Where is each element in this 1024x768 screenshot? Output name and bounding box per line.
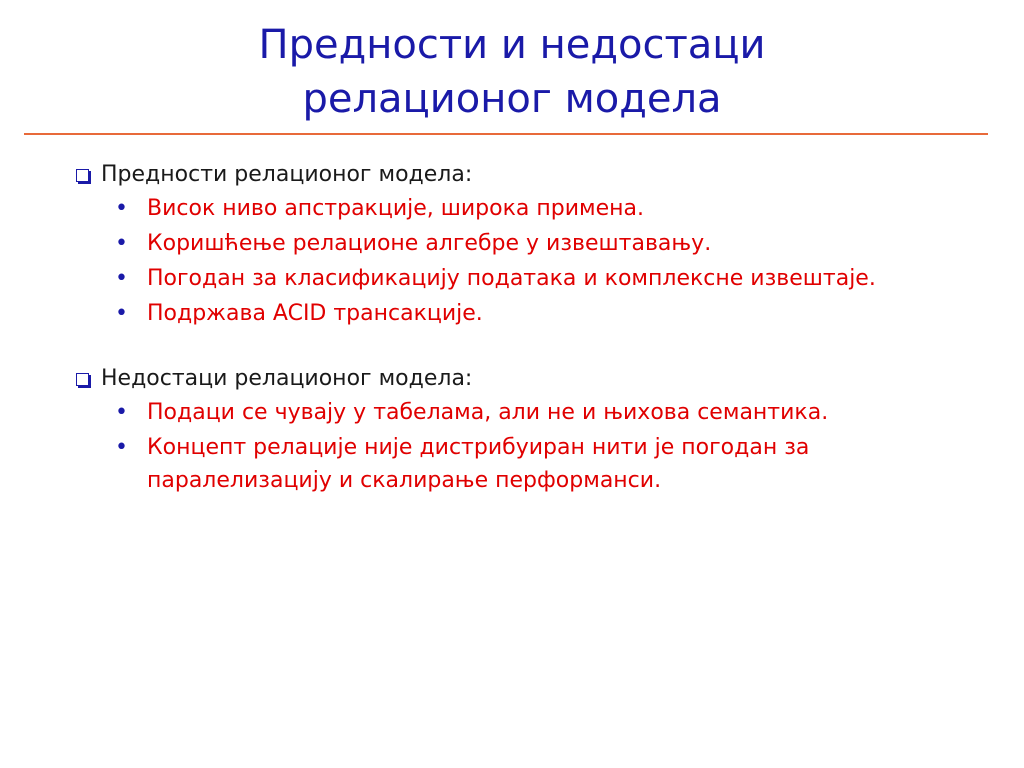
advantages-heading-text: Предности релационог модела: bbox=[101, 162, 473, 187]
disadvantages-section bbox=[68, 362, 998, 497]
checkbox-bullet-icon bbox=[76, 373, 89, 386]
title-divider bbox=[24, 133, 988, 135]
bullet-dot-icon: • bbox=[115, 196, 128, 221]
list-item bbox=[115, 431, 998, 497]
list-item-text: Погодан за класификацију података и комплексне извештаје. bbox=[147, 266, 876, 291]
list-item-text: Концепт релације није дистрибуиран нити је погодан за паралелизацију и скалирање перформанси. bbox=[147, 435, 810, 493]
list-item bbox=[115, 192, 998, 225]
list-item-text: Подаци се чувају у табелама, али не и њихова семантика. bbox=[147, 400, 829, 425]
disadvantages-heading-text: Недостаци релационог модела: bbox=[101, 366, 473, 391]
disadvantages-heading bbox=[68, 362, 998, 396]
list-item bbox=[115, 396, 998, 429]
slide-content bbox=[68, 158, 998, 529]
bullet-dot-icon: • bbox=[115, 400, 128, 425]
disadvantages-list bbox=[68, 396, 998, 497]
title-line-1: Предности и недостаци bbox=[258, 22, 766, 68]
list-item bbox=[115, 227, 998, 260]
list-item-text: Висок ниво апстракције, широка примена. bbox=[147, 196, 644, 221]
title-line-2: релационог модела bbox=[302, 76, 722, 122]
advantages-section bbox=[68, 158, 998, 330]
bullet-dot-icon: • bbox=[115, 301, 128, 326]
list-item-text: Подржава ACID трансакције. bbox=[147, 301, 483, 326]
list-item-text: Коришћење релационе алгебре у извештавању. bbox=[147, 231, 712, 256]
list-item bbox=[115, 297, 998, 330]
checkbox-bullet-icon bbox=[76, 169, 89, 182]
slide-title bbox=[0, 18, 1024, 126]
bullet-dot-icon: • bbox=[115, 266, 128, 291]
advantages-heading bbox=[68, 158, 998, 192]
bullet-dot-icon: • bbox=[115, 231, 128, 256]
advantages-list bbox=[68, 192, 998, 330]
bullet-dot-icon: • bbox=[115, 435, 128, 460]
list-item bbox=[115, 262, 998, 295]
